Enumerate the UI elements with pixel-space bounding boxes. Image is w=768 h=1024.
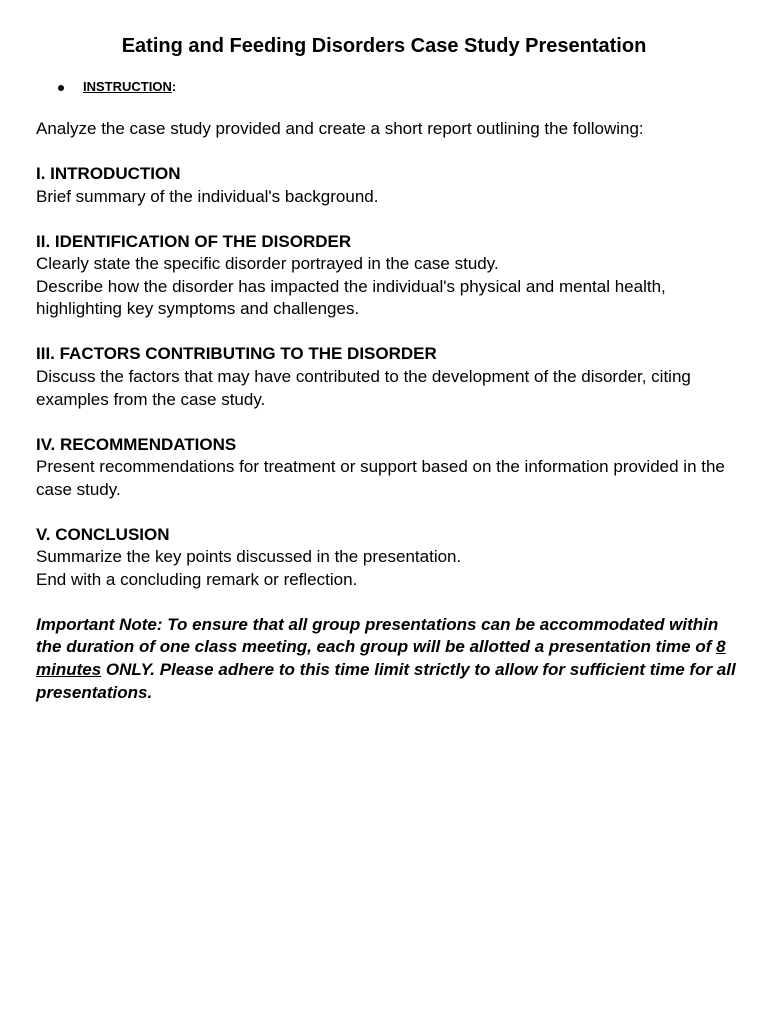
document-body bbox=[36, 118, 736, 704]
section-line: Describe how the disorder has impacted the individual's physical and mental health, highlighting key symptoms and challenges. bbox=[36, 276, 666, 319]
section-line: Present recommendations for treatment or support based on the information provided in the case study. bbox=[36, 457, 725, 499]
section-heading: I. INTRODUCTION bbox=[36, 163, 181, 183]
section-line: Discuss the factors that may have contributed to the development of the disorder, citing examples from the case study. bbox=[36, 366, 691, 409]
note-text-after: ONLY. Please adhere to this time limit strictly to allow for sufficient time for all presentations. bbox=[36, 660, 736, 702]
instruction-bullet bbox=[58, 78, 176, 96]
section-recommendations bbox=[36, 434, 736, 502]
section-line: End with a concluding remark or reflection. bbox=[36, 569, 358, 589]
document-title: Eating and Feeding Disorders Case Study Presentation bbox=[121, 35, 647, 57]
section-heading: III. FACTORS CONTRIBUTING TO THE DISORDER bbox=[36, 344, 437, 364]
section-heading: V. CONCLUSION bbox=[36, 524, 170, 544]
instruction-colon: : bbox=[171, 79, 177, 94]
section-line: Clearly state the specific disorder portrayed in the case study. bbox=[36, 254, 499, 274]
section-identification bbox=[36, 231, 736, 321]
instruction-label: INSTRUCTION bbox=[83, 79, 172, 94]
section-factors bbox=[36, 343, 736, 411]
section-line: Brief summary of the individual's background. bbox=[36, 186, 379, 206]
section-line: Summarize the key points discussed in the presentation. bbox=[36, 547, 462, 567]
important-note bbox=[36, 614, 736, 704]
note-text-before: Important Note: To ensure that all group presentations can be accommodated within the duration of one class meeting, each group will be allotted a presentation time of bbox=[36, 614, 719, 657]
intro-paragraph: Analyze the case study provided and create a short report outlining the following: bbox=[36, 119, 644, 138]
section-introduction bbox=[36, 163, 736, 208]
section-conclusion bbox=[36, 524, 736, 592]
bullet-icon bbox=[58, 85, 64, 91]
section-heading: IV. RECOMMENDATIONS bbox=[36, 434, 237, 454]
note-time-limit: 8 minutes bbox=[36, 637, 726, 680]
section-heading: II. IDENTIFICATION OF THE DISORDER bbox=[36, 231, 352, 251]
